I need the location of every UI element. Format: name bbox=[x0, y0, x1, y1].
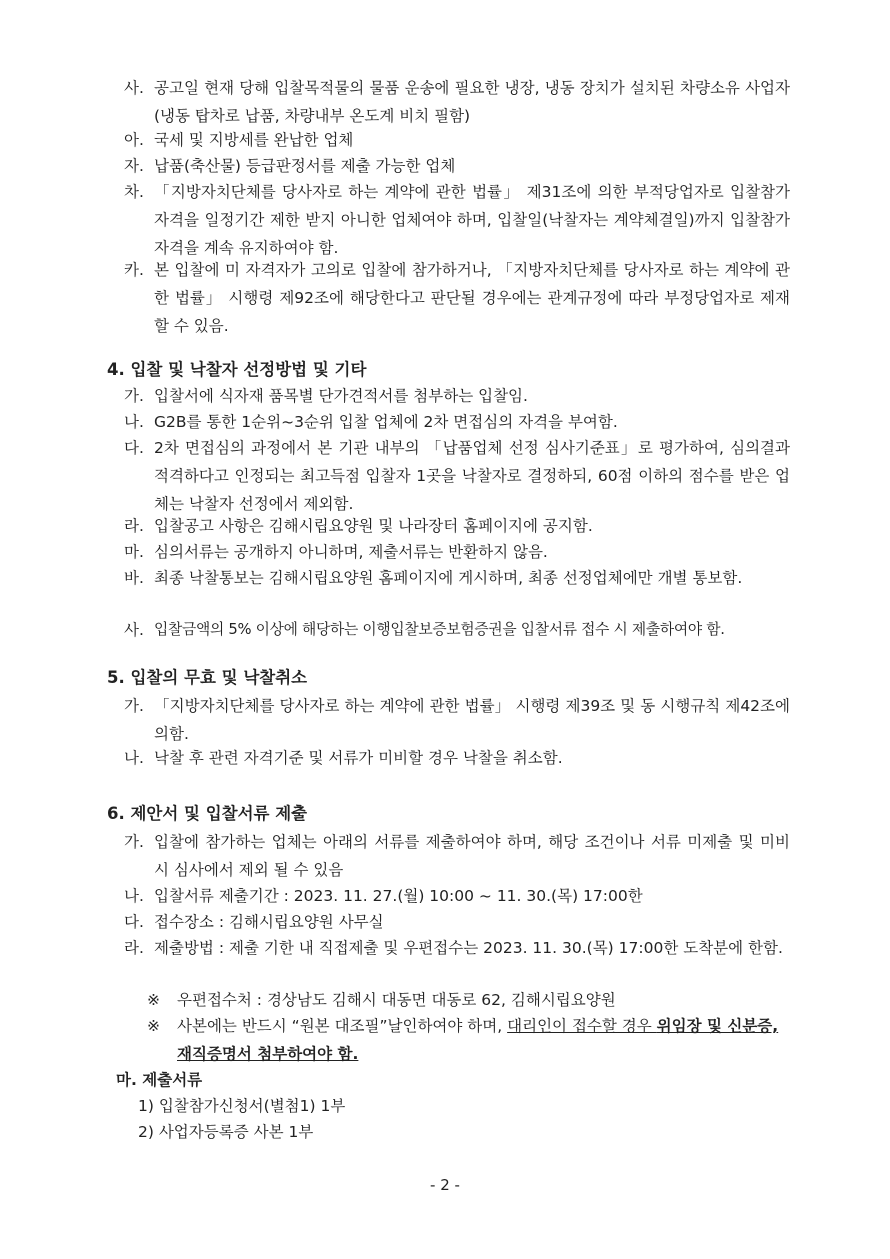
item-text: 입찰공고 사항은 김해시립요양원 및 나라장터 홈페이지에 공지함. bbox=[154, 517, 593, 535]
item-marker: 다. bbox=[124, 913, 144, 931]
list-item bbox=[124, 178, 790, 262]
item-marker: 가. bbox=[124, 697, 144, 715]
doc-item: 2) 사업자등록증 사본 1부 bbox=[138, 1123, 314, 1141]
note-text-a: 사본에는 반드시 “원본 대조필”날인하여야 하며, bbox=[177, 1017, 508, 1035]
item-marker: 카. bbox=[124, 261, 144, 279]
list-item bbox=[124, 408, 790, 436]
item-text: 제출방법 : 제출 기한 내 직접제출 및 우편접수는 2023. 11. 30.(목) 17:00한 도착분에 한함. bbox=[154, 939, 783, 957]
list-item bbox=[124, 692, 790, 748]
list-item bbox=[124, 256, 790, 340]
item-marker: 나. bbox=[124, 413, 144, 431]
list-item bbox=[124, 512, 790, 540]
list-item bbox=[124, 538, 790, 566]
list-item bbox=[124, 908, 790, 936]
doc-item: 1) 입찰참가신청서(별첨1) 1부 bbox=[138, 1097, 346, 1115]
item-marker: 나. bbox=[124, 749, 144, 767]
list-item bbox=[124, 934, 790, 962]
subsection-title: 마. 제출서류 bbox=[116, 1071, 203, 1089]
item-marker: 다. bbox=[124, 439, 144, 457]
item-text: 낙찰 후 관련 자격기준 및 서류가 미비할 경우 낙찰을 취소함. bbox=[154, 749, 563, 767]
item-marker: 마. bbox=[124, 543, 144, 561]
item-text: G2B를 통한 1순위~3순위 입찰 업체에 2차 면접심의 자격을 부여함. bbox=[154, 413, 618, 431]
note-text-b: 대리인이 접수할 경우 bbox=[507, 1017, 657, 1035]
item-text: 공고일 현재 당해 입찰목적물의 물품 운송에 필요한 냉장, 냉동 장치가 설치된 차량소유 사업자(냉동 탑차로 납품, 차량내부 온도계 비치 필함) bbox=[154, 79, 790, 125]
item-marker: 라. bbox=[124, 517, 144, 535]
list-item bbox=[124, 882, 790, 910]
list-item bbox=[124, 616, 790, 644]
note-marker: ※ bbox=[147, 991, 160, 1009]
item-text: 심의서류는 공개하지 아니하며, 제출서류는 반환하지 않음. bbox=[154, 543, 548, 561]
list-item bbox=[124, 564, 790, 592]
item-marker: 나. bbox=[124, 887, 144, 905]
item-text: 입찰서류 제출기간 : 2023. 11. 27.(월) 10:00 ~ 11. 30.(목) 17:00한 bbox=[154, 887, 643, 905]
note-copy bbox=[147, 1012, 792, 1068]
note-postal bbox=[147, 986, 792, 1014]
item-text: 국세 및 지방세를 완납한 업체 bbox=[154, 131, 354, 149]
list-item bbox=[124, 74, 790, 130]
note-text: 우편접수처 : 경상남도 김해시 대동면 대동로 62, 김해시립요양원 bbox=[177, 991, 616, 1009]
item-text: 2차 면접심의 과정에서 본 기관 내부의 「납품업체 선정 심사기준표」로 평가하여, 심의결과 적격하다고 인정되는 최고득점 입찰자 1곳을 낙찰자로 결정하되, 60점 이하의 점수를 받은 업체는 낙찰자 선정에서 제외함. bbox=[154, 439, 790, 513]
item-text: 본 입찰에 미 자격자가 고의로 입찰에 참가하거나, 「지방자치단체를 당사자로 하는 계약에 관한 법률」 시행령 제92조에 해당한다고 판단될 경우에는 관계규정에 따라 부정당업자로 제재할 수 있음. bbox=[154, 261, 790, 335]
item-text: 접수장소 : 김해시립요양원 사무실 bbox=[154, 913, 384, 931]
item-marker: 가. bbox=[124, 387, 144, 405]
list-item bbox=[124, 828, 790, 884]
list-item bbox=[124, 126, 790, 154]
item-marker: 자. bbox=[124, 157, 144, 175]
item-marker: 아. bbox=[124, 131, 144, 149]
item-marker: 차. bbox=[124, 183, 144, 201]
item-text: 입찰서에 식자재 품목별 단가견적서를 첨부하는 입찰임. bbox=[154, 387, 528, 405]
item-marker: 라. bbox=[124, 939, 144, 957]
list-item bbox=[124, 152, 790, 180]
page-number: - 2 - bbox=[430, 1176, 460, 1194]
note-text bbox=[177, 1012, 792, 1068]
item-text: 「지방자치단체를 당사자로 하는 계약에 관한 법률」 제31조에 의한 부적당업자로 입찰참가 자격을 일정기간 제한 받지 아니한 업체여야 하며, 입찰일(낙찰자는 계약체결일)까지 입찰참가 자격을 계속 유지하여야 함. bbox=[154, 183, 790, 257]
section-title-5: 5. 입찰의 무효 및 낙찰취소 bbox=[107, 668, 308, 687]
item-text: 입찰에 참가하는 업체는 아래의 서류를 제출하여야 하며, 해당 조건이나 서류 미제출 및 미비 시 심사에서 제외 될 수 있음 bbox=[154, 833, 790, 879]
item-text: 납품(축산물) 등급판정서를 제출 가능한 업체 bbox=[154, 157, 456, 175]
note-marker: ※ bbox=[147, 1017, 160, 1035]
item-marker: 가. bbox=[124, 833, 144, 851]
list-item bbox=[124, 744, 790, 772]
item-text: 「지방자치단체를 당사자로 하는 계약에 관한 법률」 시행령 제39조 및 동 시행규칙 제42조에 의함. bbox=[154, 697, 790, 743]
list-item bbox=[124, 434, 790, 518]
item-marker: 사. bbox=[124, 621, 144, 639]
list-item bbox=[124, 382, 790, 410]
note-text-c: 위임장 및 신분증, 재직증명서 첨부하여야 함. bbox=[177, 1017, 779, 1063]
item-marker: 사. bbox=[124, 79, 144, 97]
section-title-4: 4. 입찰 및 낙찰자 선정방법 및 기타 bbox=[107, 360, 367, 379]
item-text: 입찰금액의 5% 이상에 해당하는 이행입찰보증보험증권을 입찰서류 접수 시 제출하여야 함. bbox=[154, 621, 725, 638]
section-title-6: 6. 제안서 및 입찰서류 제출 bbox=[107, 804, 308, 823]
item-text: 최종 낙찰통보는 김해시립요양원 홈페이지에 게시하며, 최종 선정업체에만 개별 통보함. bbox=[154, 569, 743, 587]
item-marker: 바. bbox=[124, 569, 144, 587]
